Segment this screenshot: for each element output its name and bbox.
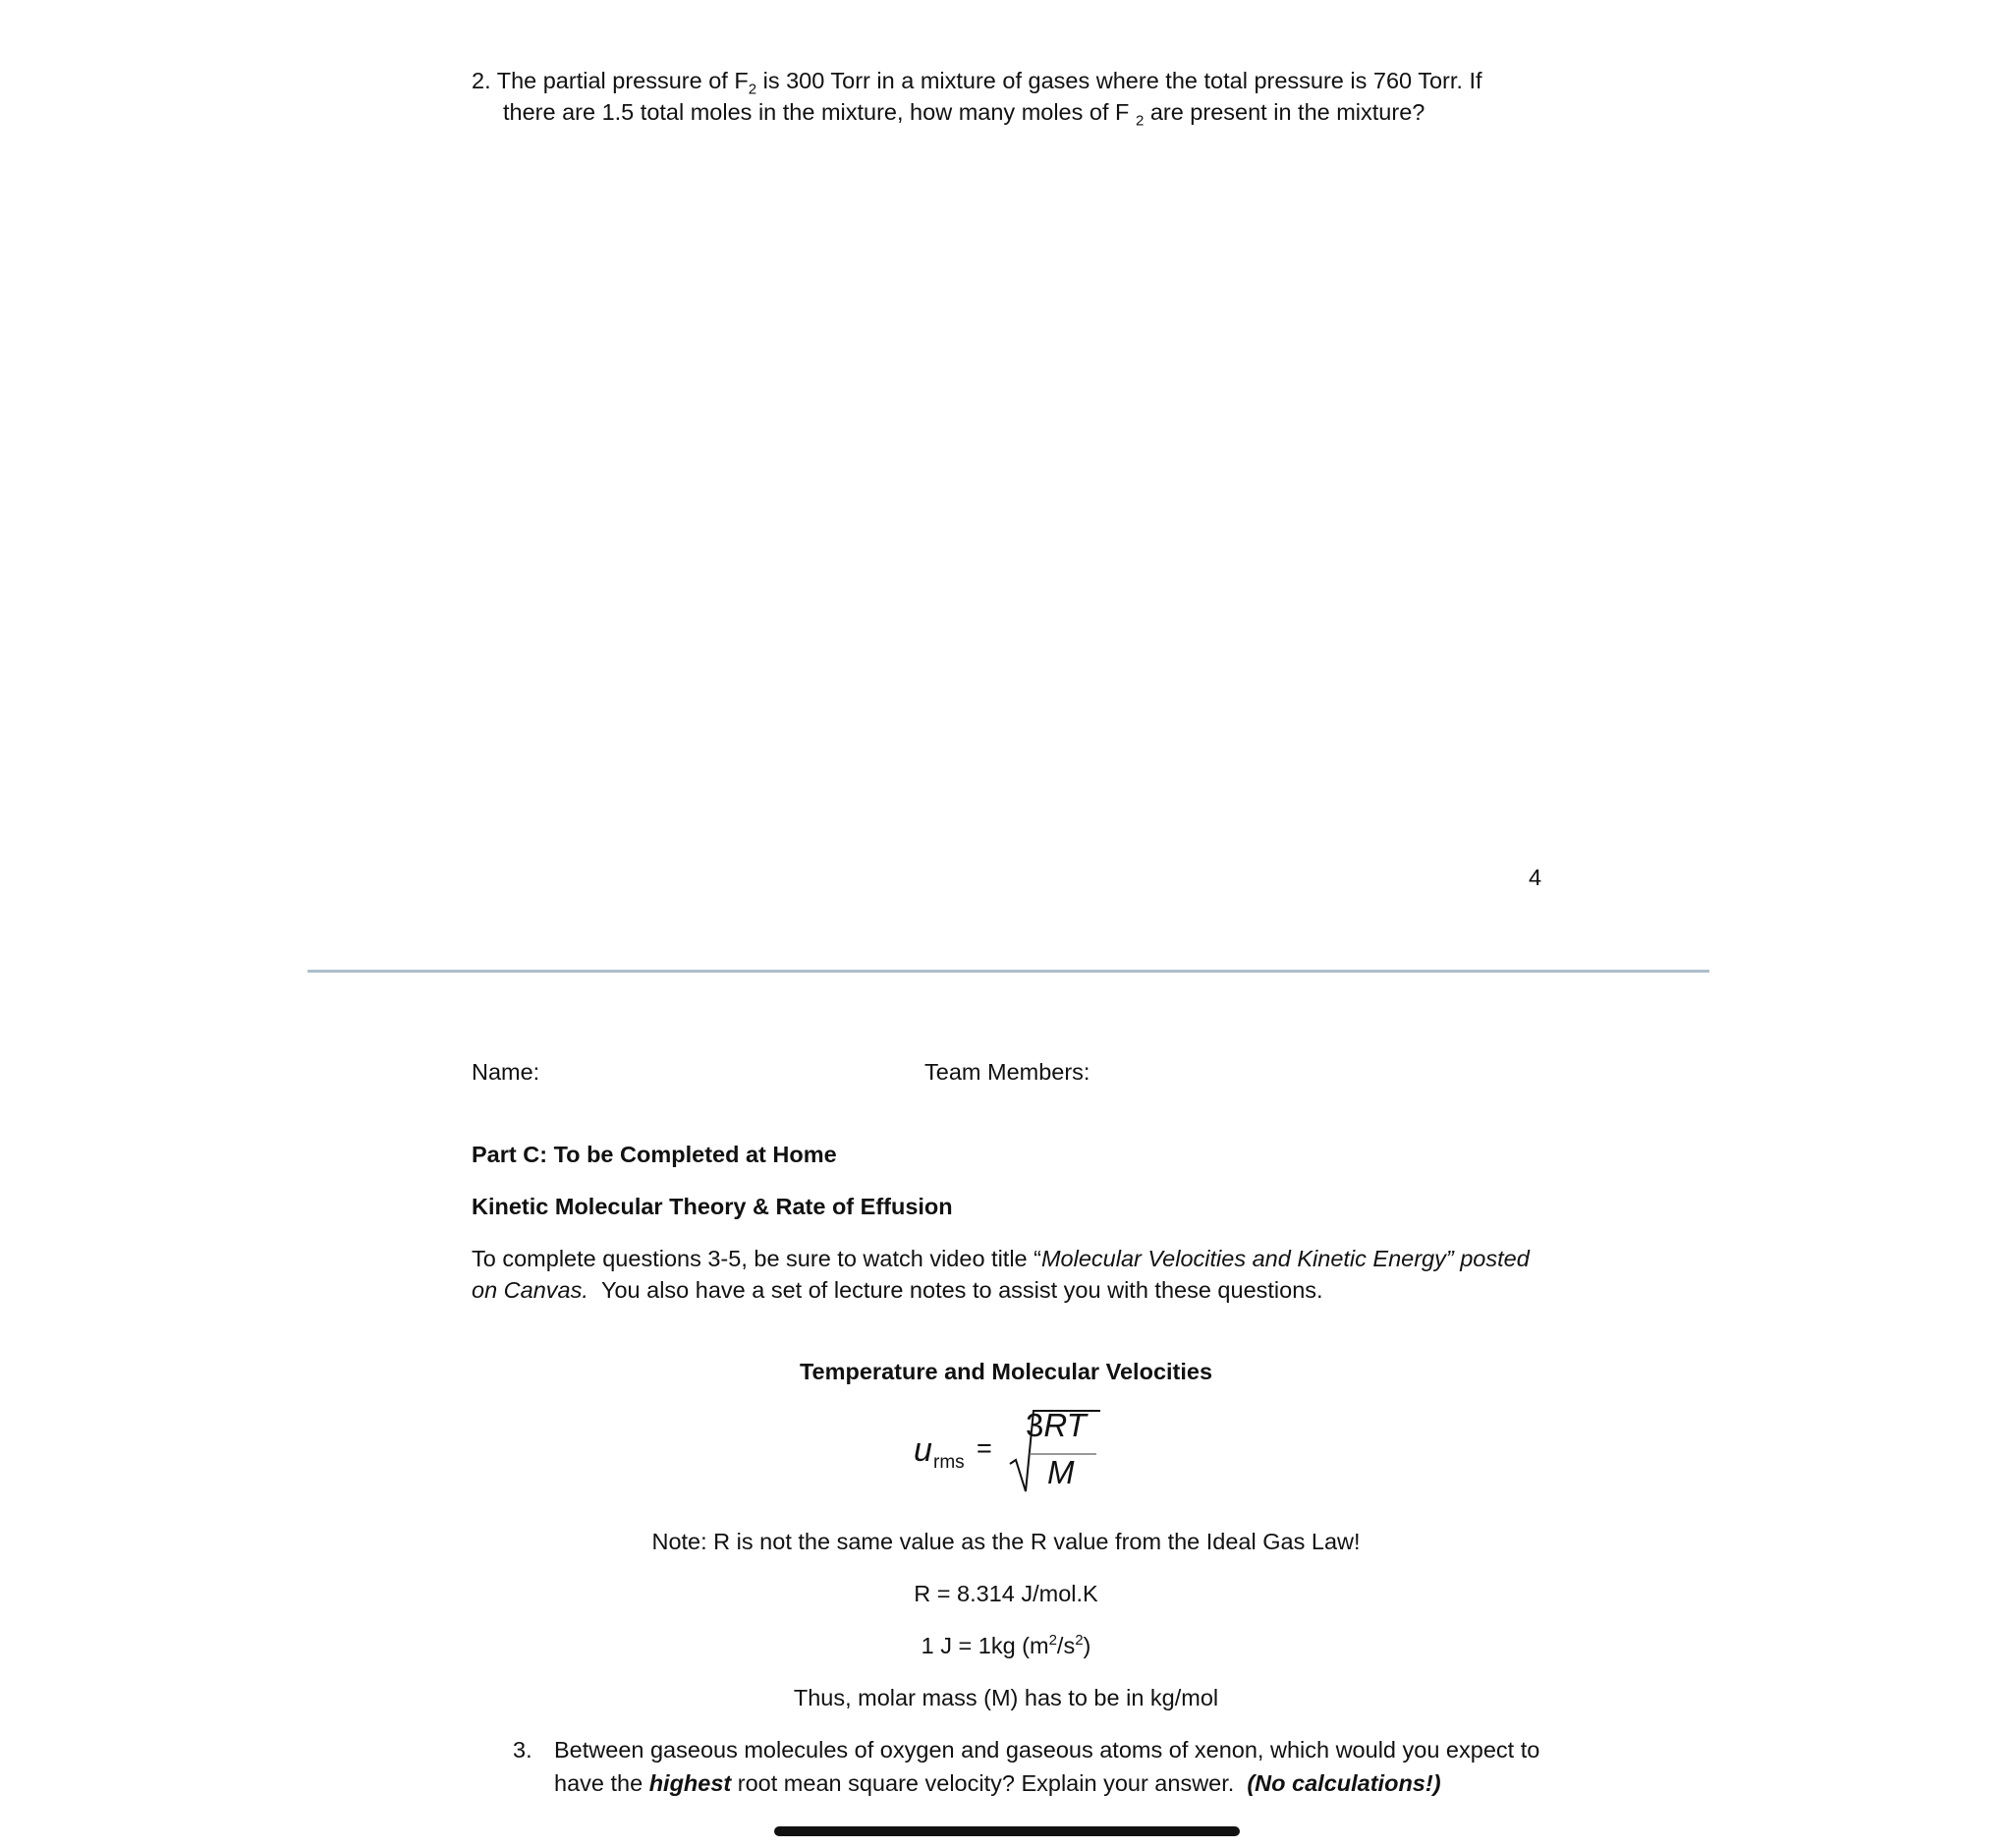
- question-2-number: 2.: [472, 68, 491, 93]
- emphasis-highest: highest: [648, 1770, 732, 1796]
- intro-line-2: on Canvas. You also have a set of lecture notes to assist you with these questions.: [472, 1277, 1323, 1303]
- formula-numerator: 3RT: [1026, 1407, 1087, 1443]
- formula-equals: =: [977, 1433, 992, 1463]
- name-label: Name:: [472, 1059, 540, 1085]
- formula-heading: Temperature and Molecular Velocities: [799, 1359, 1213, 1384]
- note-r-value: Note: R is not the same value as the R value from the Ideal Gas Law!: [651, 1529, 1361, 1554]
- no-calculations-note: (No calculations!): [1247, 1770, 1441, 1796]
- r-constant: R = 8.314 J/mol.K: [914, 1581, 1098, 1606]
- page-divider: [307, 970, 1709, 973]
- question-3-line-2: have the highest root mean square velocity? Explain your answer. (No calculations!): [554, 1770, 1441, 1796]
- rms-velocity-formula: [912, 1405, 1108, 1503]
- formula-rms-subscript: rms: [933, 1452, 965, 1473]
- part-c-title: Part C: To be Completed at Home: [472, 1142, 837, 1167]
- question-2-line-1: 2. The partial pressure of $F_2$ is 300 Torr in a mixture of gases where the total pressure is 760 Torr. If: [472, 68, 1482, 98]
- home-indicator[interactable]: [774, 1826, 1240, 1836]
- intro-line-1: To complete questions 3-5, be sure to watch video title “Molecular Velocities and Kinetic Energy” posted: [472, 1246, 1530, 1271]
- question-3-line-1: Between gaseous molecules of oxygen and gaseous atoms of xenon, which would you expect to: [554, 1737, 1540, 1763]
- page-number: 4: [1529, 865, 1542, 890]
- question-2-line-2: there are 1.5 total moles in the mixture, how many moles of F $_2$ are present in the mixture?: [503, 99, 1425, 130]
- section-subtitle: Kinetic Molecular Theory & Rate of Effusion: [472, 1194, 953, 1219]
- molar-mass-note: Thus, molar mass (M) has to be in kg/mol: [793, 1685, 1219, 1710]
- team-members-label: Team Members:: [924, 1059, 1090, 1085]
- formula-denominator: M: [1047, 1454, 1075, 1490]
- question-3-number: 3.: [513, 1737, 532, 1763]
- video-title: Molecular Velocities and Kinetic Energy” posted: [1040, 1246, 1530, 1271]
- joule-definition: 1 J = 1kg $(m^2/s^2)$: [921, 1632, 1091, 1658]
- formula-u: u: [914, 1431, 932, 1469]
